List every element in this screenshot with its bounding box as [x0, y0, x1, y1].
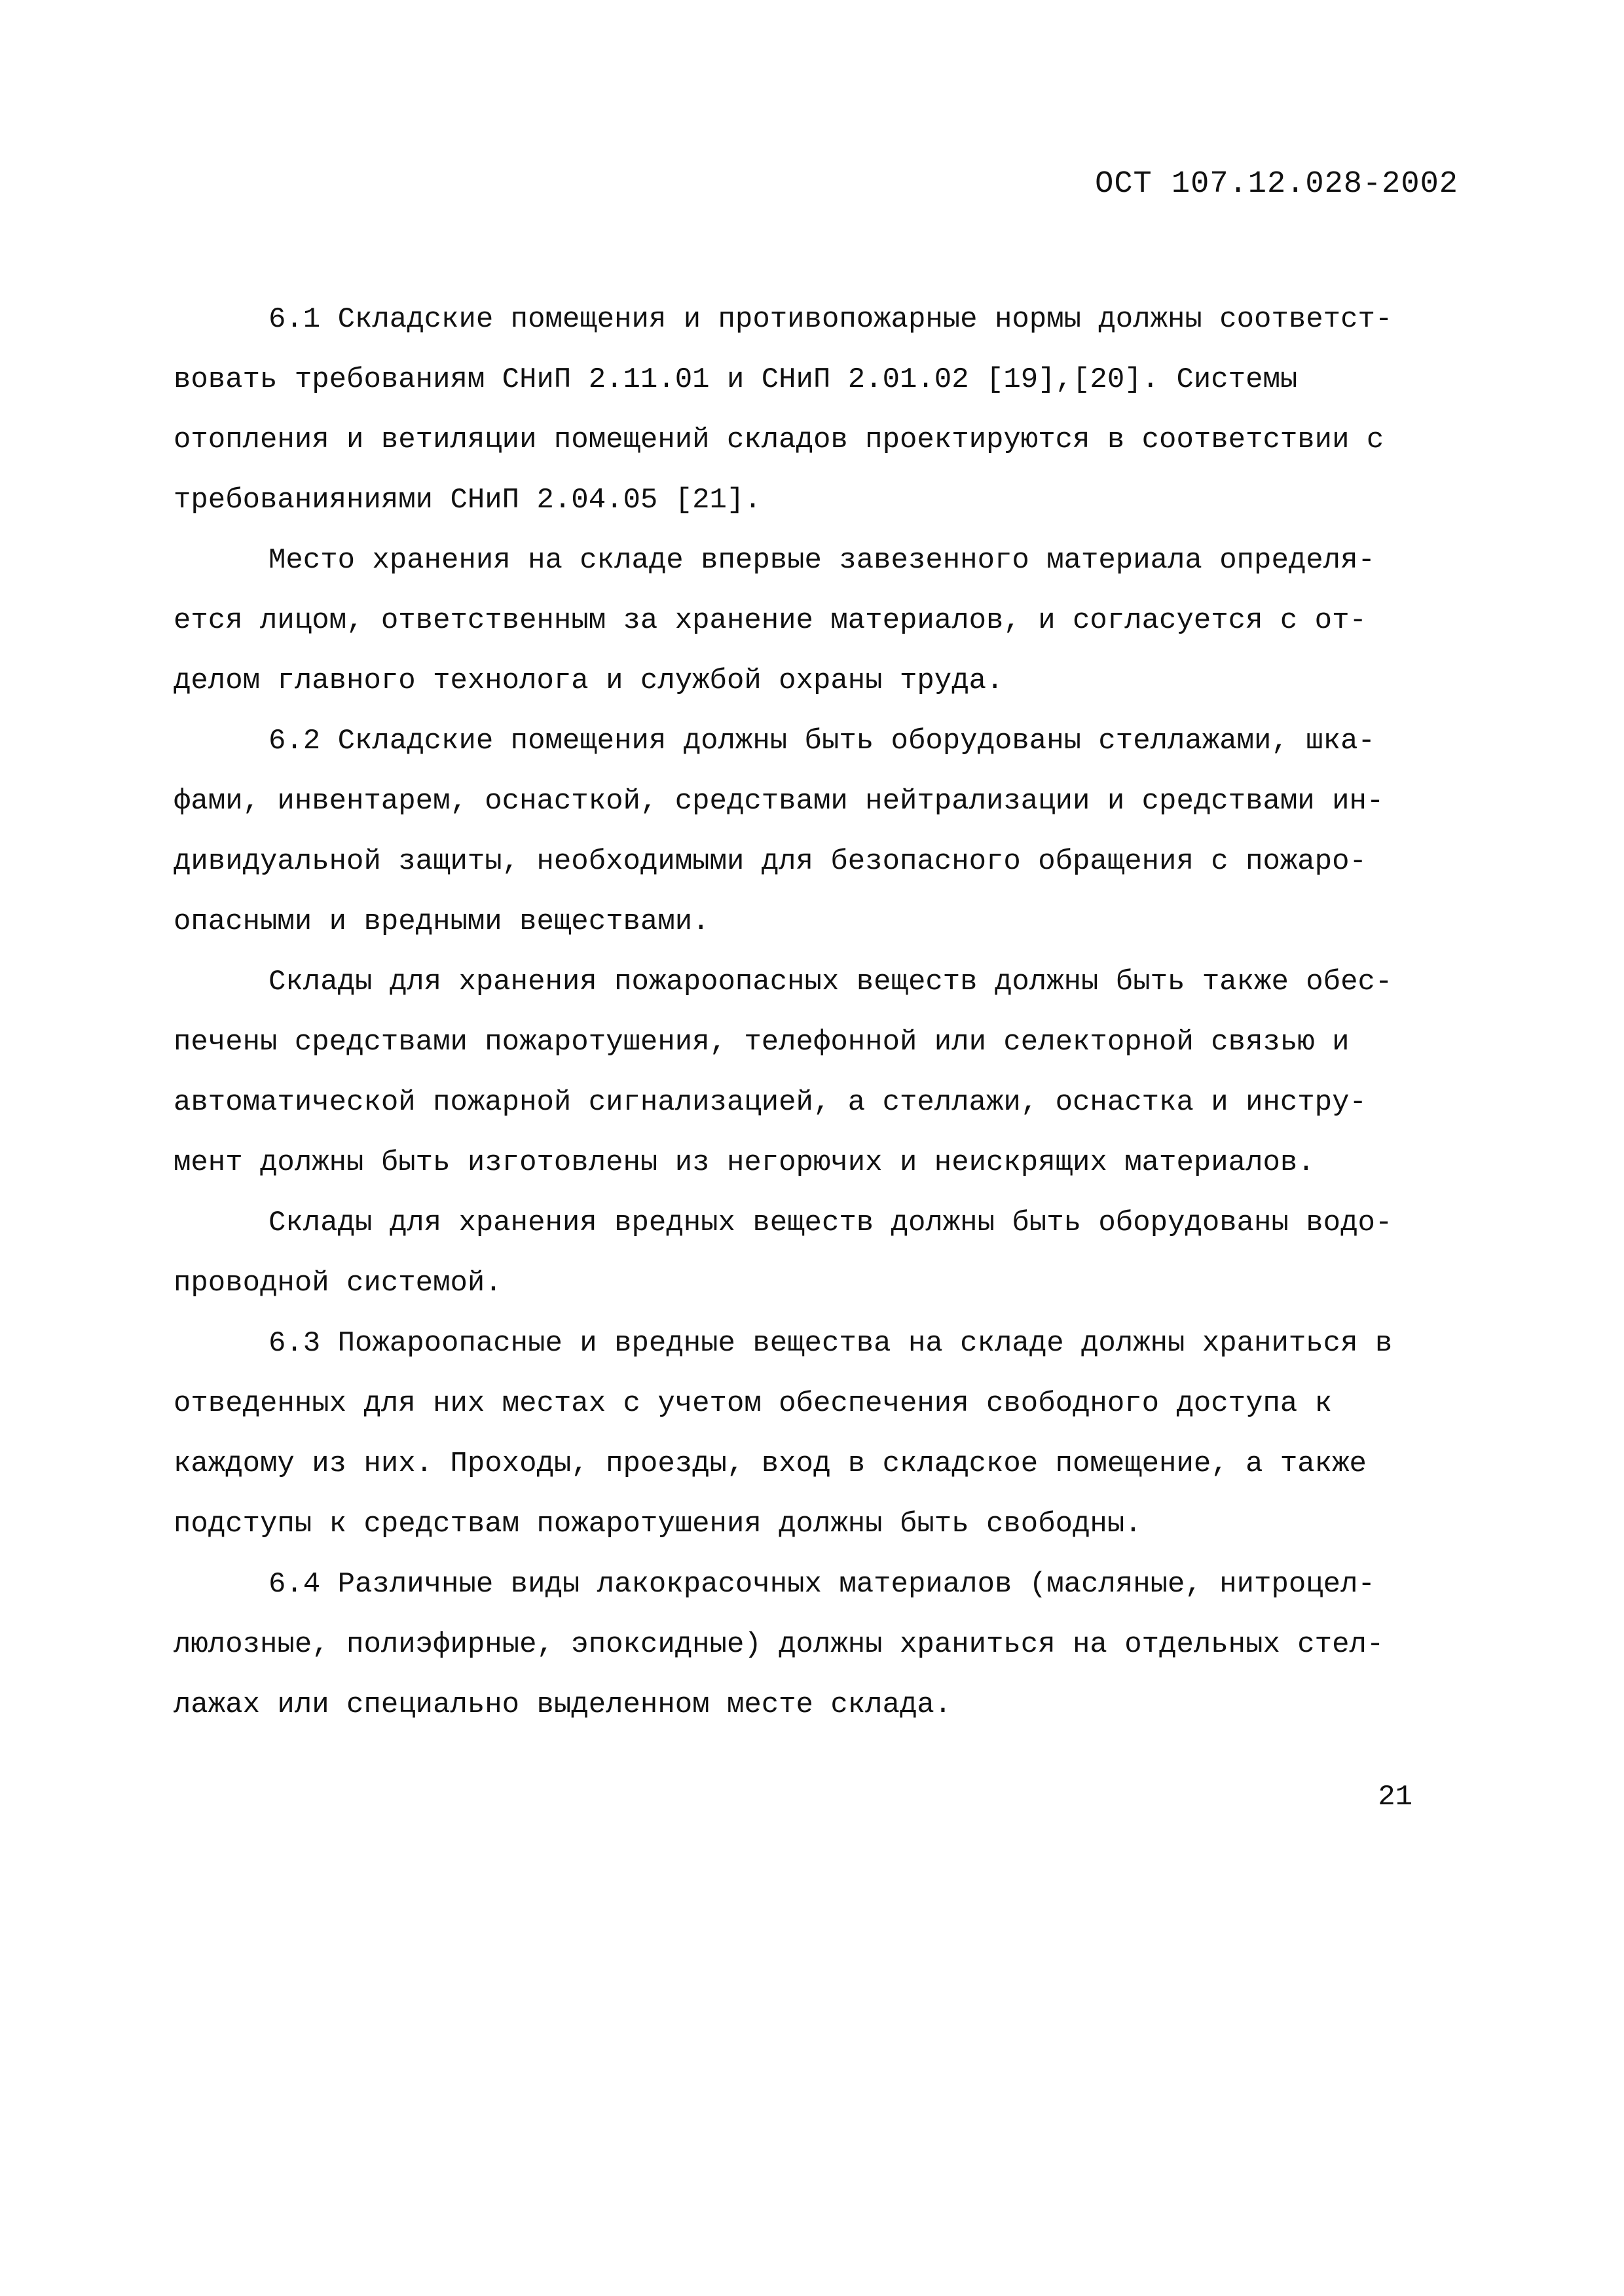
- paragraph-6-2: [174, 711, 1460, 952]
- text-line: делом главного технолога и службой охраны труда.: [174, 665, 1004, 697]
- paragraph-6-1: [174, 289, 1460, 530]
- text-line: мент должны быть изготовлены из негорючих и неискрящих материалов.: [174, 1146, 1315, 1179]
- text-line: автоматической пожарной сигнализацией, а стеллажи, оснастка и инстру-: [174, 1086, 1367, 1119]
- paragraph-storage-location: [174, 530, 1460, 711]
- text-line: подступы к средствам пожаротушения должны быть свободны.: [174, 1508, 1142, 1540]
- page-number: 21: [1378, 1781, 1412, 1813]
- document-body: [174, 289, 1460, 1735]
- text-line: отопления и ветиляции помещений складов проектируются в соответствии с: [174, 424, 1384, 456]
- text-line: опасными и вредными веществами.: [174, 905, 710, 938]
- text-line: каждому из них. Проходы, проезды, вход в складское помещение, а также: [174, 1448, 1367, 1480]
- text-line: 6.2 Складские помещения должны быть оборудованы стеллажами, шка-: [268, 725, 1375, 757]
- text-line: 6.3 Пожароопасные и вредные вещества на складе должны храниться в: [268, 1327, 1393, 1360]
- text-line: отведенных для них местах с учетом обеспечения свободного доступа к: [174, 1387, 1333, 1420]
- text-line: Место хранения на складе впервые завезенного материала определя-: [268, 544, 1375, 577]
- text-line: требованияниями СНиП 2.04.05 [21].: [174, 484, 762, 517]
- text-line: Склады для хранения вредных веществ должны быть оборудованы водо-: [268, 1207, 1393, 1239]
- text-line: печены средствами пожаротушения, телефонной или селекторной связью и: [174, 1026, 1350, 1059]
- text-line: проводной системой.: [174, 1267, 502, 1300]
- paragraph-6-3: [174, 1313, 1460, 1554]
- text-line: фами, инвентарем, оснасткой, средствами нейтрализации и средствами ин-: [174, 785, 1384, 818]
- text-line: дивидуальной защиты, необходимыми для безопасного обращения с пожаро-: [174, 845, 1367, 878]
- text-line: Склады для хранения пожароопасных веществ должны быть также обес-: [268, 966, 1393, 998]
- text-line: ется лицом, ответственным за хранение материалов, и согласуется с от-: [174, 604, 1367, 637]
- document-code-header: ОСТ 107.12.028-2002: [1095, 167, 1458, 202]
- text-line: 6.1 Складские помещения и противопожарные нормы должны соответст-: [268, 303, 1393, 336]
- paragraph-harmful-storage: [174, 1193, 1460, 1313]
- paragraph-6-4: [174, 1554, 1460, 1735]
- paragraph-fire-hazard-storage: [174, 952, 1460, 1193]
- text-line: лажах или специально выделенном месте склада.: [174, 1688, 952, 1721]
- text-line: вовать требованиям СНиП 2.11.01 и СНиП 2.01.02 [19],[20]. Системы: [174, 363, 1298, 396]
- text-line: 6.4 Различные виды лакокрасочных материалов (масляные, нитроцел-: [268, 1568, 1375, 1601]
- text-line: люлозные, полиэфирные, эпоксидные) должны храниться на отдельных стел-: [174, 1628, 1384, 1661]
